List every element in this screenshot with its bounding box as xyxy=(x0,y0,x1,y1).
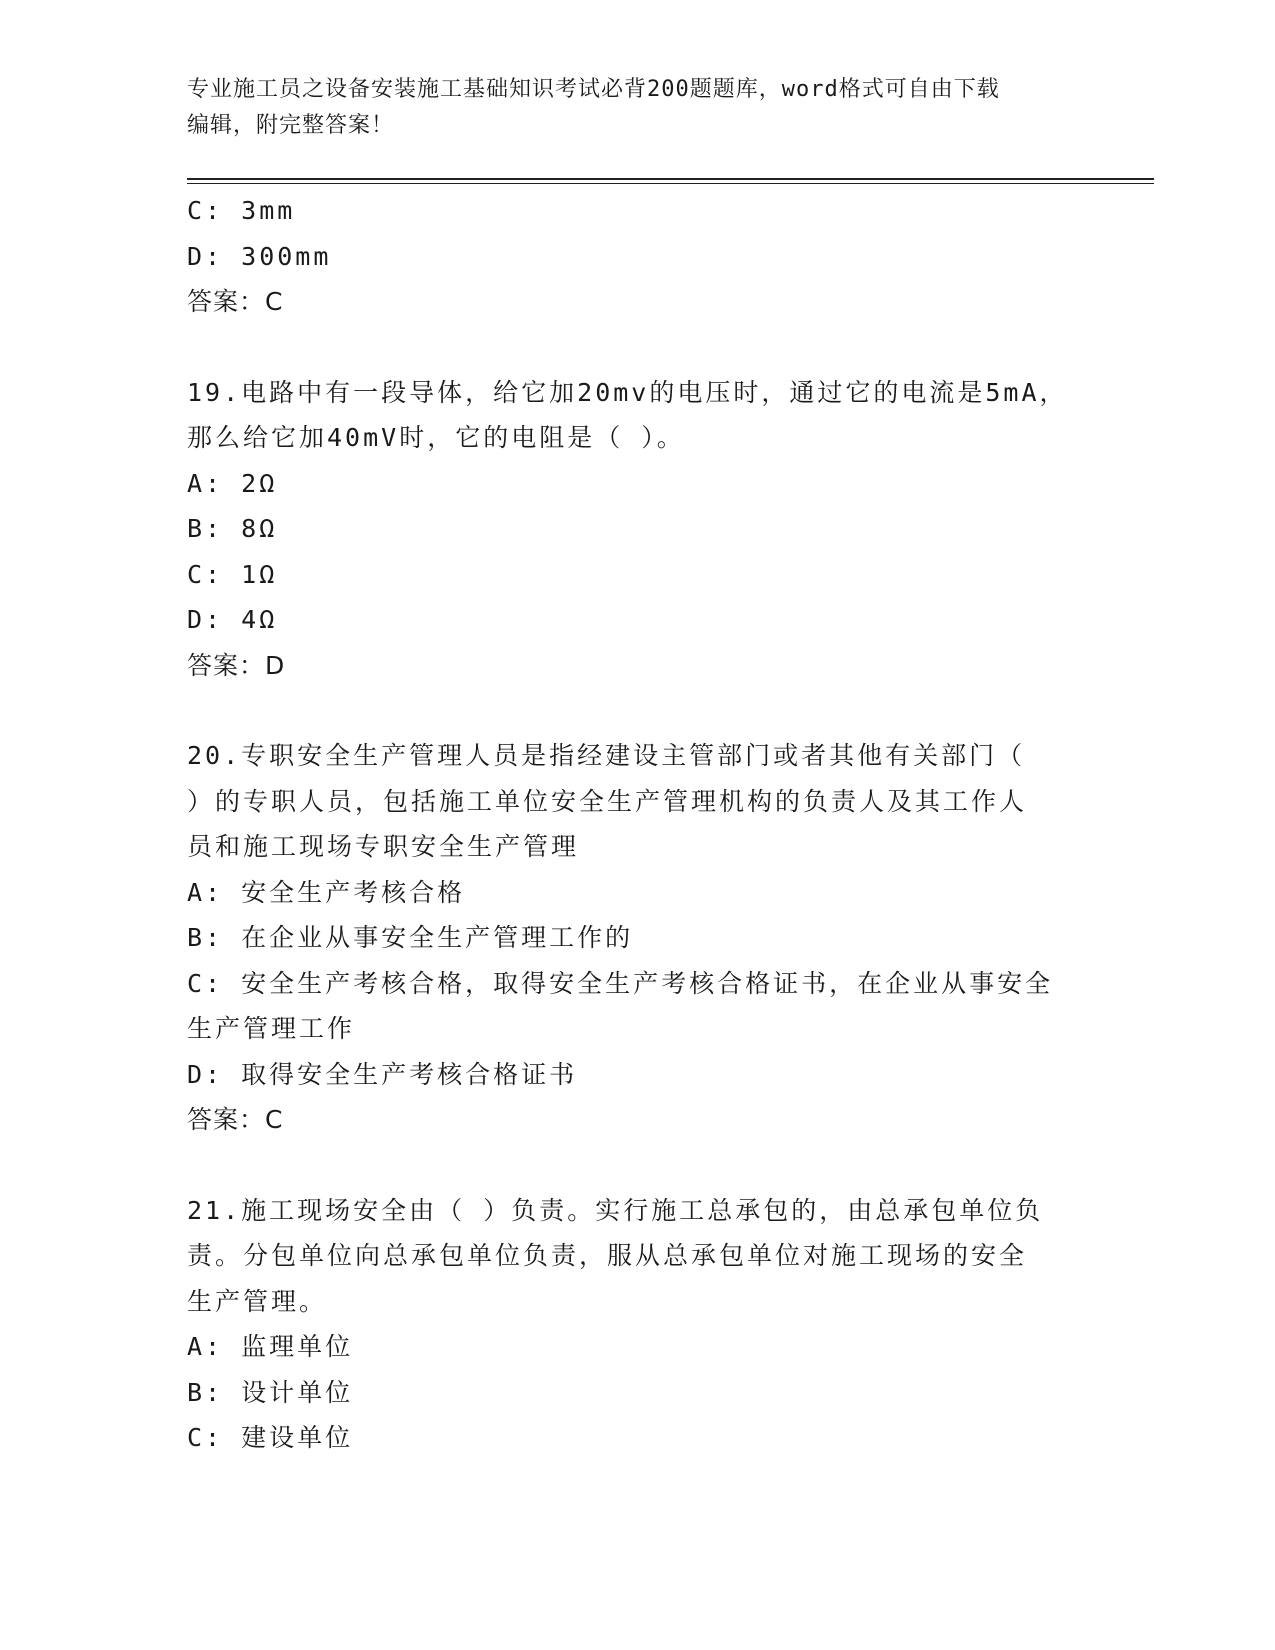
question-19 xyxy=(187,370,1087,689)
q20-option-b: B: 在企业从事安全生产管理工作的 xyxy=(187,923,634,952)
question-18-tail xyxy=(187,188,1087,325)
q20-option-a: A: 安全生产考核合格 xyxy=(187,877,466,907)
q20-stem-line-3: 员和施工现场专职安全生产管理 xyxy=(187,832,580,861)
q20-stem-line-1: 20.专职安全生产管理人员是指经建设主管部门或者其他有关部门（ xyxy=(187,741,1026,770)
q18-option-d: D: 300mm xyxy=(187,241,332,271)
q19-stem-line-1: 19.电路中有一段导体，给它加20mv的电压时，通过它的电流是5mA， xyxy=(187,377,1068,407)
q21-stem-line-1: 21.施工现场安全由（ ）负责。实行施工总承包的，由总承包单位负 xyxy=(187,1195,1044,1225)
spacer xyxy=(187,325,1087,370)
document-header xyxy=(187,72,1087,144)
q20-answer: 答案：C xyxy=(187,1105,284,1134)
header-divider-thick xyxy=(187,178,1154,180)
question-20 xyxy=(187,733,1087,1143)
q19-option-c: C: 1Ω xyxy=(187,559,278,589)
q19-option-d: D: 4Ω xyxy=(187,605,278,634)
q21-option-b: B: 设计单位 xyxy=(187,1377,354,1407)
q21-option-a: A: 监理单位 xyxy=(187,1332,354,1361)
question-21 xyxy=(187,1188,1087,1461)
q20-option-c-line-1: C: 安全生产考核合格，取得安全生产考核合格证书，在企业从事安全 xyxy=(187,968,1054,998)
q21-stem-line-2: 责。分包单位向总承包单位负责，服从总承包单位对施工现场的安全 xyxy=(187,1241,1028,1270)
q20-option-d: D: 取得安全生产考核合格证书 xyxy=(187,1059,578,1089)
q19-option-a: A: 2Ω xyxy=(187,468,278,498)
header-title-line-2: 编辑，附完整答案！ xyxy=(187,113,395,138)
q19-answer: 答案：D xyxy=(187,650,286,680)
q21-option-c: C: 建设单位 xyxy=(187,1423,354,1452)
header-title-line-1: 专业施工员之设备安装施工基础知识考试必背200题题库，word格式可自由下载 xyxy=(187,77,1000,102)
q20-option-c-line-2: 生产管理工作 xyxy=(187,1014,356,1043)
q21-stem-line-3: 生产管理。 xyxy=(187,1286,328,1316)
spacer xyxy=(187,1143,1087,1188)
spacer xyxy=(187,688,1087,733)
q19-stem-line-2: 那么给它加40mV时，它的电阻是（ ）。 xyxy=(187,423,685,452)
header-divider-thin xyxy=(187,183,1154,184)
q18-answer: 答案：C xyxy=(187,287,284,316)
q18-option-c: C: 3mm xyxy=(187,196,296,225)
q20-stem-line-2: ）的专职人员，包括施工单位安全生产管理机构的负责人及其工作人 xyxy=(187,786,1028,816)
q19-option-b: B: 8Ω xyxy=(187,514,278,543)
question-list xyxy=(187,188,1087,1461)
